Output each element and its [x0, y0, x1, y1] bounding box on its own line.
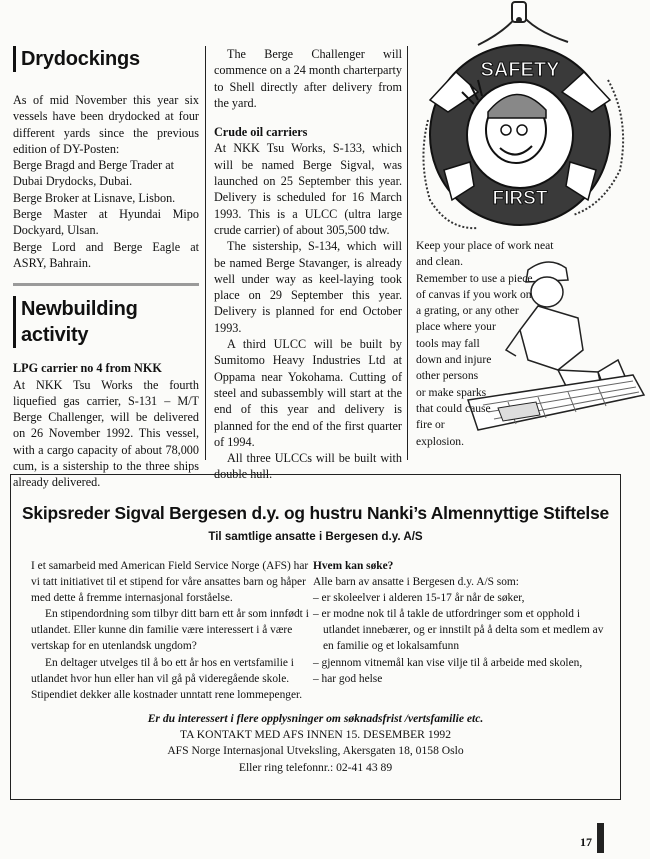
contact-address: AFS Norge Internasjonal Utveksling, Akersgaten 18, 0158 Oslo: [167, 744, 464, 758]
caption-line: place where your: [416, 320, 496, 334]
caption-line: that could cause: [416, 401, 491, 415]
foundation-paragraph: I et samarbeid med American Field Service Norge (AFS) har vi tatt initiativet til et stipend for våre ansattes barn og håper med dette å fremme internasjonal forståelse.: [31, 560, 309, 605]
caption-line: a grating, or any other: [416, 304, 519, 318]
caption-line: down and injure: [416, 353, 492, 367]
crude-paragraph: All three ULCCs will be built with double hull.: [214, 451, 402, 482]
crude-paragraph: The sistership, S-134, which will be named Berge Stavanger, is already well under way as keel-laying took place on 29 September this year. Delivery is planned for end October 1993.: [214, 239, 402, 335]
caption-line: tools may fall: [416, 336, 480, 350]
caption-line: explosion.: [416, 434, 464, 448]
page-edge-bar: [597, 823, 604, 853]
foundation-right-text: [313, 558, 605, 687]
foundation-paragraph: En stipendordning som tilbyr ditt barn ett år som innfødt i utlandet. Eller kunne din familie være interessert i å være vertskap for en utenlandsk ungdom?: [31, 608, 309, 653]
caption-line: fire or: [416, 418, 445, 432]
contact-phone: Eller ring telefonnr.: 02-41 43 89: [238, 760, 393, 774]
safety-caption: [416, 238, 576, 450]
drydockings-title: Drydockings: [21, 48, 140, 70]
caption-line: other persons: [416, 369, 479, 383]
contact-italic-line: Er du interessert i flere opplysninger om søknadsfrist /vertsfamilie etc.: [147, 712, 484, 725]
who-can-apply-intro: Alle barn av ansatte i Bergesen d.y. A/S som:: [313, 576, 519, 589]
crude-oil-subheading: Crude oil carriers: [214, 125, 308, 140]
newbuilding-paragraph: At NKK Tsu Works the fourth liquefied gas carrier, S-131 – M/T Berge Challenger, will be delivered on 26 November 1992. This vessel, with a cargo capacity of about 78,000 cum, is a sistership to the three ships already delivered.: [13, 377, 199, 490]
page-number: 17: [580, 835, 592, 849]
drydockings-item: Berge Bragd and Berge Trader at Dubai Drydocks, Dubai.: [13, 158, 174, 189]
safety-illustration: [408, 0, 646, 470]
drydockings-item: Berge Master at Hyundai Mipo Dockyard, Ulsan.: [13, 207, 199, 238]
ring-text-bottom: FIRST: [492, 188, 548, 209]
criteria-item: – har god helse: [313, 672, 383, 685]
middle-intro: The Berge Challenger will commence on a 24 month charterparty to Shell directly after delivery from the yard.: [214, 47, 402, 110]
caption-line: Remember to use a piece: [416, 271, 533, 285]
newbuilding-title: Newbuilding activity: [21, 298, 138, 347]
foundation-notice-box: [10, 474, 621, 800]
crude-paragraph: A third ULCC will be built by Sumitomo Heavy Industries Ltd at Oppama near Yokohama. Cutting of steel and subassembly will start at the end of this year and delivery is planned for the end of the first quarter of 1994.: [214, 337, 402, 449]
caption-line: or make sparks: [416, 385, 487, 399]
drydockings-item: Berge Lord and Berge Eagle at ASRY, Bahrain.: [13, 239, 199, 270]
left-column: [13, 46, 199, 491]
caption-line: of canvas if you work on: [416, 287, 532, 301]
foundation-contact: [11, 711, 620, 776]
criteria-item: – er modne nok til å takle de utfordringer som et opphold i utlandet innebærer, og er innstilt på å delta som et medlem av en familie og et lokalsamfunn: [313, 608, 604, 653]
foundation-subtitle: Til samtlige ansatte i Bergesen d.y. A/S: [208, 530, 423, 543]
newbuilding-heading-block: [13, 296, 199, 348]
drydockings-item: Berge Broker at Lisnave, Lisbon.: [13, 190, 176, 205]
foundation-title: Skipsreder Sigval Bergesen d.y. og hustru Nanki’s Almennyttige Stiftelse: [21, 503, 610, 523]
foundation-paragraph: En deltager utvelges til å bo ett år hos en vertsfamilie i utlandet hvor hun eller han vil gå på videregående skole. Stipendiet dekker alle kostnader unntatt rene lommepenger.: [31, 656, 303, 701]
drydockings-heading-block: [13, 46, 199, 72]
criteria-item: – er skoleelver i alderen 15-17 år når de søker,: [313, 592, 525, 605]
newbuilding-subheading: LPG carrier no 4 from NKK: [13, 361, 162, 376]
crude-paragraph: At NKK Tsu Works, S-133, which will be named Berge Sigval, was launched on 25 September this year. Delivery is scheduled for 16 March 1993. This is a ULCC (ultra large crude carrier) of about 305,500 tdw.: [214, 141, 402, 237]
caption-line: and clean.: [416, 255, 463, 269]
drydockings-intro: As of mid November this year six vessels have been drydocked at four different yards since the previous edition of DY-Posten:: [13, 93, 199, 156]
contact-deadline: TA KONTAKT MED AFS INNEN 15. DESEMBER 1992: [179, 728, 452, 742]
caption-line: Keep your place of work neat: [416, 239, 554, 252]
foundation-left-text: [31, 558, 311, 703]
section-divider: [13, 283, 199, 286]
criteria-item: – gjennom vitnemål kan vise vilje til å arbeide med skolen,: [313, 656, 583, 669]
column-divider: [205, 46, 206, 460]
ring-text-top: SAFETY: [480, 59, 560, 81]
who-can-apply-heading: Hvem kan søke?: [313, 560, 394, 572]
middle-column: [214, 46, 402, 483]
